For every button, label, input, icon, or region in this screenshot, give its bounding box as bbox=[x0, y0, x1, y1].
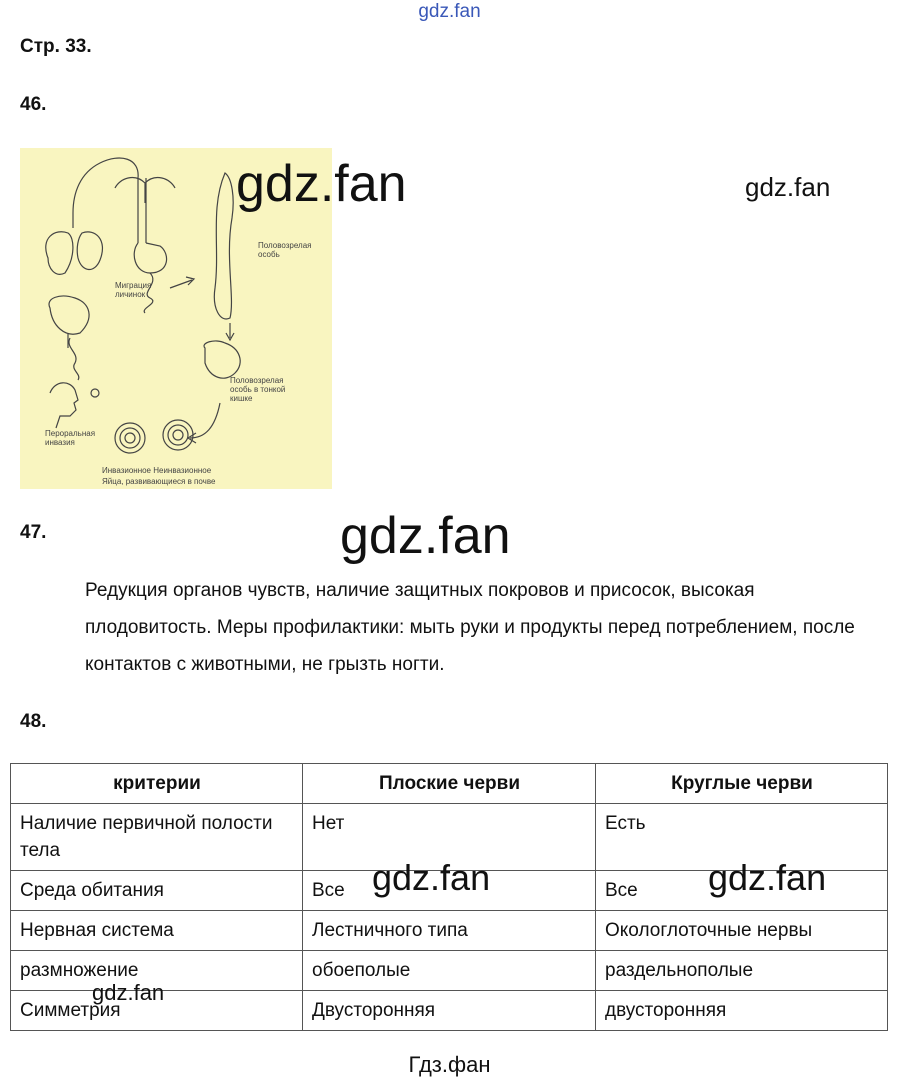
label-egg-caption: Яйца, развивающиеся в почве bbox=[102, 477, 216, 486]
header-criteria: критерии bbox=[11, 764, 303, 804]
cell-flatworms: Лестничного типа bbox=[303, 911, 596, 951]
migration-path bbox=[73, 158, 138, 228]
cell-roundworms: Окологлоточные нервы bbox=[596, 911, 888, 951]
cell-criterion: Нервная система bbox=[11, 911, 303, 951]
watermark-table-mid: gdz.fan bbox=[372, 857, 491, 898]
answer-47-text: Редукция органов чувств, наличие защитных покровов и присосок, высокая плодовитость. Меры профилактики: мыть руки и продукты перед потреблением, после контактов с животными, не грызть ногти. bbox=[85, 580, 855, 675]
question-number-48: 48. bbox=[20, 711, 47, 732]
stomach bbox=[134, 243, 166, 273]
header-roundworms: Круглые черви bbox=[596, 764, 888, 804]
cell-criterion: Среда обитания bbox=[11, 871, 303, 911]
label-mature-individual: Половозрелая особь bbox=[258, 241, 312, 259]
lung-right bbox=[77, 232, 102, 270]
cell-roundworms: двусторонняя bbox=[596, 991, 888, 1031]
watermark-center: gdz.fan bbox=[340, 507, 511, 565]
cell-criterion: Наличие первичной полости тела bbox=[11, 804, 303, 871]
cell-roundworms: раздельнополые bbox=[596, 951, 888, 991]
cell-flatworms: Все bbox=[303, 871, 596, 911]
cell-roundworms: Есть bbox=[596, 804, 888, 871]
human-profile bbox=[50, 383, 78, 428]
watermark-top: gdz.fan bbox=[418, 1, 481, 22]
cell-criterion: размножение bbox=[11, 951, 303, 991]
watermark-figure-overlay: gdz.fan bbox=[236, 155, 407, 213]
label-egg-types: Инвазионное Неинвазионное bbox=[102, 466, 212, 475]
lower-intestine bbox=[69, 338, 79, 380]
header-flatworms: Плоские черви bbox=[303, 764, 596, 804]
label-migration: Миграция личинок bbox=[115, 281, 152, 299]
watermark-table-right: gdz.fan bbox=[708, 857, 827, 898]
table-row bbox=[11, 911, 888, 951]
intestine-loop bbox=[144, 273, 153, 313]
label-oral-invasion: Пероральная инвазия bbox=[45, 429, 96, 447]
liver bbox=[49, 296, 89, 334]
question-number-46: 46. bbox=[20, 94, 47, 115]
question-number-47: 47. bbox=[20, 522, 47, 543]
cell-flatworms: обоеполые bbox=[303, 951, 596, 991]
cell-flatworms: Двусторонняя bbox=[303, 991, 596, 1031]
watermark-right: gdz.fan bbox=[745, 172, 831, 202]
page-reference: Стр. 33. bbox=[20, 36, 92, 57]
table-header-row bbox=[11, 764, 888, 804]
cell-criterion: Симметрия bbox=[11, 991, 303, 1031]
cell-flatworms: Нет bbox=[303, 804, 596, 871]
cell-roundworms: Все bbox=[596, 871, 888, 911]
head-outline bbox=[115, 178, 175, 203]
small-intestine bbox=[204, 341, 240, 378]
lung-left bbox=[46, 232, 73, 275]
watermark-table-bottom-left: gdz.fan bbox=[92, 980, 165, 1005]
label-mature-in-intestine: Половозрелая особь в тонкой кишке bbox=[230, 376, 286, 403]
footer-watermark: Гдз.фан bbox=[408, 1052, 491, 1077]
adult-worm bbox=[214, 173, 233, 319]
